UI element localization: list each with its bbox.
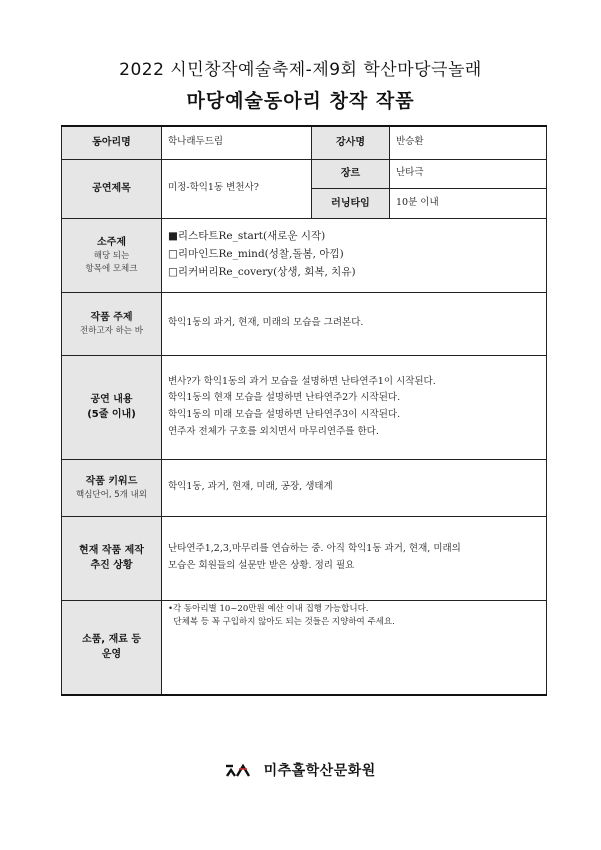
theme-sublabel: 전하고자 하는 바 (80, 325, 143, 336)
performance-title-value: 미정-학익1동 변천사? (162, 159, 312, 218)
row-content (62, 355, 547, 459)
content-label-line2: (5줄 이내) (87, 409, 136, 420)
keywords-sublabel: 핵심단어, 5개 내외 (76, 489, 147, 500)
row-props (62, 600, 547, 695)
subject-sublabel-line2: 항목에 모체크 (85, 263, 138, 274)
content-label-line1: 공연 내용 (90, 394, 133, 405)
running-time-label: 러닝타임 (312, 188, 390, 218)
content-value (162, 355, 547, 459)
genre-label: 장르 (312, 159, 390, 188)
props-label-line1: 소품, 재료 등 (81, 634, 142, 646)
row-title-genre (62, 159, 547, 188)
row-club-instructor (62, 126, 547, 159)
keywords-label-cell (62, 459, 162, 516)
keywords-value: 학익1동, 과거, 현재, 미래, 공장, 생태계 (162, 459, 547, 516)
subject-option-restart[interactable]: ■리스타트Re_start(새로운 시작) (168, 230, 326, 243)
content-line-2: 학익1동의 현재 모습을 설명하면 난타연주2가 시작된다. (168, 392, 401, 404)
status-label-line1: 현재 작품 제작 (79, 545, 144, 556)
theme-label: 작품 주제 (90, 311, 133, 323)
status-line-2: 모습은 회원들의 설문만 받은 상황. 정리 필요 (168, 560, 355, 571)
genre-value: 난타극 (390, 159, 547, 188)
club-name-value: 학나래두드림 (162, 126, 312, 159)
status-label-cell (62, 516, 162, 600)
subject-option-recovery[interactable]: □리커버리Re_covery(상생, 회복, 치유) (168, 265, 356, 278)
content-line-3: 학익1동의 미래 모습을 설명하면 난타연주3이 시작된다. (168, 409, 401, 420)
document-title-line2: 마당예술동아리 창작 작품 (186, 90, 415, 112)
org-name: 미추홀학산문화원 (263, 763, 376, 779)
theme-value: 학익1동의 과거, 현재, 미래의 모습을 그려본다. (162, 292, 547, 355)
status-value (162, 516, 547, 600)
instructor-value: 반승환 (390, 126, 547, 159)
subject-label-cell (62, 218, 162, 292)
club-name-label: 동아리명 (62, 126, 162, 159)
footer (0, 760, 601, 782)
content-line-1: 변사?가 학익1동의 과거 모습을 설명하면 난타연주1이 시작된다. (168, 375, 436, 387)
performance-title-label: 공연제목 (62, 159, 162, 218)
row-status (62, 516, 547, 600)
row-subject (62, 218, 547, 292)
row-keywords (62, 459, 547, 516)
subject-options (162, 218, 547, 292)
document-title-line1: 2022 시민창작예술축제-제9회 학산마당극놀래 (119, 60, 482, 80)
instructor-label: 강사명 (312, 126, 390, 159)
budget-note-2: 단체복 등 꼭 구입하지 않아도 되는 것들은 지양하여 주세요. (168, 617, 395, 628)
subject-label: 소주제 (97, 236, 126, 248)
subject-option-remind[interactable]: □리마인드Re_mind(성찰,돌봄, 아낌) (168, 248, 344, 261)
running-time-value: 10분 이내 (390, 188, 547, 218)
props-value (162, 600, 547, 695)
org-logo-icon (225, 762, 255, 782)
subject-sublabel-line1: 해당 되는 (93, 250, 130, 261)
keywords-label: 작품 키워드 (85, 475, 138, 487)
props-label-line2: 운영 (101, 649, 122, 661)
status-label-line2: 추진 상황 (90, 560, 133, 571)
row-theme (62, 292, 547, 355)
theme-label-cell (62, 292, 162, 355)
content-label-cell (62, 355, 162, 459)
status-line-1: 난타연주1,2,3,마무리를 연습하는 중. 아직 학익1동 과거, 현재, 미래의 (168, 543, 461, 555)
submission-form-table (61, 125, 547, 696)
content-line-4: 연주자 전체가 구호를 외치면서 마무리연주를 한다. (168, 425, 379, 437)
props-label-cell (62, 600, 162, 695)
budget-note-1: •각 동아리별 10~20만원 예산 이내 집행 가능합니다. (168, 603, 369, 614)
